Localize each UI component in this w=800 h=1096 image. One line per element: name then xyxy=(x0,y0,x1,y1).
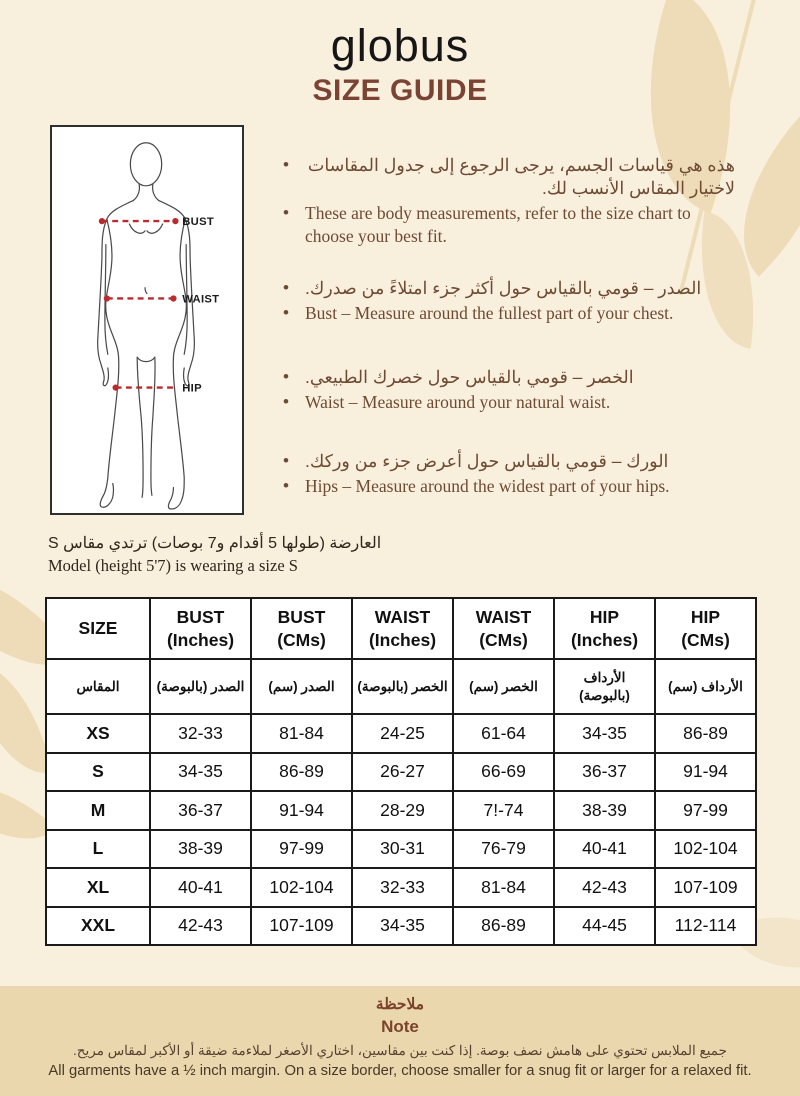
bullet-icon: • xyxy=(283,451,289,471)
measurement-cell: 34-35 xyxy=(352,907,453,946)
bullet-icon: • xyxy=(283,302,289,322)
measurement-cell: 28-29 xyxy=(352,791,453,830)
size-row-l xyxy=(46,830,756,869)
measurement-cell: 66-69 xyxy=(453,753,554,792)
measurement-cell: 36-37 xyxy=(554,753,655,792)
measurement-cell: 7!-74 xyxy=(453,791,554,830)
instruction-text-en: Waist – Measure around your natural waist. xyxy=(305,391,611,412)
page-title: SIZE GUIDE xyxy=(312,74,488,107)
size-row-xl xyxy=(46,868,756,907)
measurement-cell: 40-41 xyxy=(150,868,251,907)
instruction-line-en xyxy=(283,391,735,414)
size-cell: M xyxy=(46,791,150,830)
instruction-line-en xyxy=(283,302,735,325)
bullet-icon: • xyxy=(283,277,289,297)
size-row-s xyxy=(46,753,756,792)
instruction-text-ar: هذه هي قياسات الجسم، يرجى الرجوع إلى جدول المقاسات لاختيار المقاس الأنسب لك. xyxy=(307,155,735,199)
measurement-cell: 38-39 xyxy=(554,791,655,830)
waist-label: WAIST xyxy=(182,293,220,306)
instruction-text-en: These are body measurements, refer to the size chart to choose your best fit. xyxy=(305,203,691,246)
size-chart-body xyxy=(46,714,756,945)
size-row-m xyxy=(46,791,756,830)
bullet-icon: • xyxy=(283,366,289,386)
note-title-english: Note xyxy=(381,1017,419,1036)
size-cell: L xyxy=(46,830,150,869)
measurement-cell: 86-89 xyxy=(251,753,352,792)
instruction-line-en xyxy=(283,475,735,498)
measurement-cell: 102-104 xyxy=(655,830,756,869)
measurement-cell: 40-41 xyxy=(554,830,655,869)
size-cell: S xyxy=(46,753,150,792)
measurement-cell: 91-94 xyxy=(655,753,756,792)
measurement-cell: 107-109 xyxy=(251,907,352,946)
instruction-line-ar xyxy=(283,366,735,389)
bullet-icon: • xyxy=(283,391,289,411)
column-header-en: HIP (Inches) xyxy=(554,598,655,659)
bust-measure-line xyxy=(99,218,179,224)
bust-label: BUST xyxy=(182,216,215,228)
column-header-en: WAIST (CMs) xyxy=(453,598,554,659)
measurement-cell: 81-84 xyxy=(453,868,554,907)
column-header-ar: الخصر (بالبوصة) xyxy=(352,659,453,714)
measurement-cell: 86-89 xyxy=(655,714,756,753)
column-header-en: BUST (CMs) xyxy=(251,598,352,659)
measurement-cell: 61-64 xyxy=(453,714,554,753)
model-info xyxy=(48,533,381,576)
brand-logo: globus xyxy=(330,20,470,71)
measurement-cell: 36-37 xyxy=(150,791,251,830)
column-header-en: HIP (CMs) xyxy=(655,598,756,659)
column-header-en: BUST (Inches) xyxy=(150,598,251,659)
column-header-en: WAIST (Inches) xyxy=(352,598,453,659)
size-chart-table xyxy=(45,597,757,946)
instruction-line-ar xyxy=(283,450,735,473)
measurement-cell: 42-43 xyxy=(150,907,251,946)
measurement-cell: 24-25 xyxy=(352,714,453,753)
instruction-text-en: Bust – Measure around the fullest part of your chest. xyxy=(305,302,674,323)
measurement-cell: 97-99 xyxy=(251,830,352,869)
instruction-line-ar xyxy=(283,277,735,300)
instructions-list xyxy=(283,154,735,528)
measurement-cell: 112-114 xyxy=(655,907,756,946)
measurement-cell: 81-84 xyxy=(251,714,352,753)
column-header-ar: الأرداف (بالبوصة) xyxy=(554,659,655,714)
measurement-cell: 102-104 xyxy=(251,868,352,907)
body-measurement-diagram xyxy=(50,125,244,515)
hip-label: HIP xyxy=(182,382,202,395)
waist-measure-line xyxy=(104,295,177,301)
instruction-text-en: Hips – Measure around the widest part of your hips. xyxy=(305,476,670,497)
bullet-icon: • xyxy=(283,203,289,223)
instruction-group xyxy=(283,277,735,325)
model-info-arabic: العارضة (طولها 5 أقدام و7 بوصات) ترتدي مقاس S xyxy=(48,535,382,552)
size-row-xxl xyxy=(46,907,756,946)
measurement-cell: 34-35 xyxy=(150,753,251,792)
column-header-ar: المقاس xyxy=(46,659,150,714)
column-header-ar: الأرداف (سم) xyxy=(655,659,756,714)
column-header-ar: الصدر (بالبوصة) xyxy=(150,659,251,714)
size-cell: XS xyxy=(46,714,150,753)
note-body-english: All garments have a ½ inch margin. On a size border, choose smaller for a snug fit or larger for a relaxed fit. xyxy=(48,1063,752,1079)
measurement-cell: 97-99 xyxy=(655,791,756,830)
measurement-cell: 76-79 xyxy=(453,830,554,869)
instruction-group xyxy=(283,450,735,498)
size-chart-header xyxy=(46,598,756,714)
measurement-cell: 38-39 xyxy=(150,830,251,869)
column-header-en: SIZE xyxy=(46,598,150,659)
size-cell: XXL xyxy=(46,907,150,946)
model-info-english: Model (height 5'7) is wearing a size S xyxy=(48,555,298,575)
instruction-line-en xyxy=(283,202,735,248)
measurement-cell: 86-89 xyxy=(453,907,554,946)
note-title-arabic: ملاحظة xyxy=(375,996,425,1013)
measurement-cell: 30-31 xyxy=(352,830,453,869)
bullet-icon: • xyxy=(283,476,289,496)
measurement-cell: 26-27 xyxy=(352,753,453,792)
note-body-arabic: جميع الملابس تحتوي على هامش نصف بوصة. إذا كنت بين مقاسين، اختاري الأصغر لملاءمة ضيقة أو الأكبر لمقاس مريح. xyxy=(73,1043,727,1058)
bullet-icon: • xyxy=(283,155,289,174)
measurement-cell: 44-45 xyxy=(554,907,655,946)
column-header-ar: الخصر (سم) xyxy=(453,659,554,714)
instruction-text-ar: الخصر – قومي بالقياس حول خصرك الطبيعي. xyxy=(305,366,634,387)
measurement-cell: 42-43 xyxy=(554,868,655,907)
instruction-text-ar: الصدر – قومي بالقياس حول أكثر جزء امتلاءً من صدرك. xyxy=(305,277,702,298)
measurement-cell: 107-109 xyxy=(655,868,756,907)
size-cell: XL xyxy=(46,868,150,907)
hip-measure-line xyxy=(113,384,177,390)
instruction-line-ar xyxy=(283,154,735,200)
size-row-xs xyxy=(46,714,756,753)
measurement-cell: 34-35 xyxy=(554,714,655,753)
instruction-group xyxy=(283,366,735,414)
measurement-cell: 32-33 xyxy=(352,868,453,907)
instruction-group xyxy=(283,154,735,248)
column-header-ar: الصدر (سم) xyxy=(251,659,352,714)
measurement-cell: 32-33 xyxy=(150,714,251,753)
female-figure-illustration xyxy=(52,127,242,513)
note-section xyxy=(0,986,800,1096)
instruction-text-ar: الورك – قومي بالقياس حول أعرض جزء من وركك. xyxy=(305,451,669,472)
measurement-cell: 91-94 xyxy=(251,791,352,830)
